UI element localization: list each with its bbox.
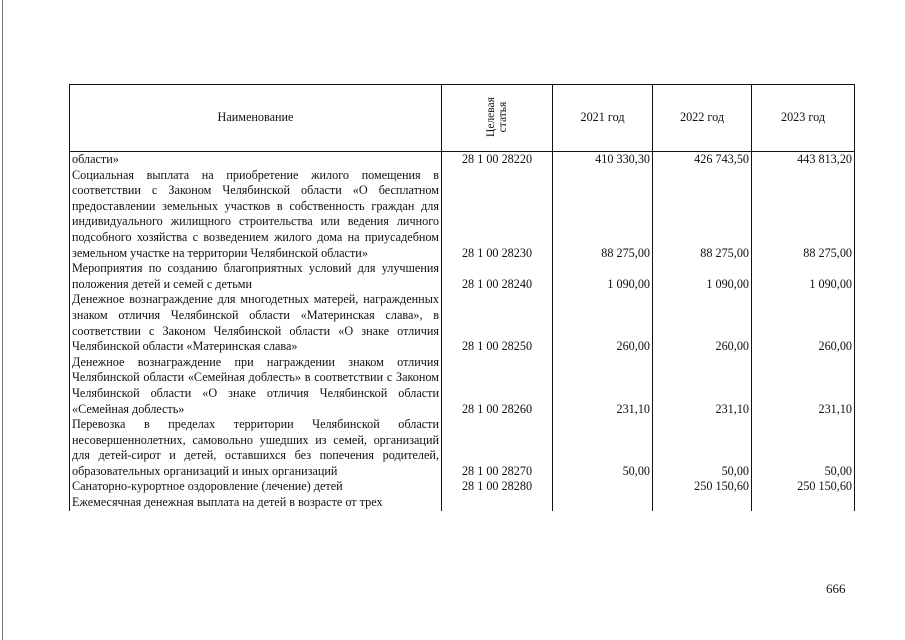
- table-row: [70, 417, 855, 479]
- row-code: 28 1 00 28260: [442, 355, 553, 417]
- row-2023: [752, 495, 855, 511]
- row-2023: 260,00: [752, 292, 855, 354]
- table-row: [70, 152, 855, 168]
- header-name: Наименование: [70, 85, 442, 152]
- row-2021: 410 330,30: [553, 152, 653, 168]
- header-2023: 2023 год: [752, 85, 855, 152]
- row-2023: 231,10: [752, 355, 855, 417]
- row-2021: 88 275,00: [553, 168, 653, 262]
- row-2022: 260,00: [653, 292, 752, 354]
- row-2023: 1 090,00: [752, 261, 855, 292]
- table-row: [70, 495, 855, 511]
- row-code: 28 1 00 28240: [442, 261, 553, 292]
- header-2021: 2021 год: [553, 85, 653, 152]
- row-code: 28 1 00 28230: [442, 168, 553, 262]
- row-code: 28 1 00 28250: [442, 292, 553, 354]
- row-2023: 443 813,20: [752, 152, 855, 168]
- row-2021: 50,00: [553, 417, 653, 479]
- row-2022: 250 150,60: [653, 479, 752, 495]
- row-2021: [553, 495, 653, 511]
- row-name: Санаторно-курортное оздоровление (лечение) детей: [70, 479, 442, 495]
- row-2021: 231,10: [553, 355, 653, 417]
- row-code: 28 1 00 28220: [442, 152, 553, 168]
- row-2023: 50,00: [752, 417, 855, 479]
- row-2023: 88 275,00: [752, 168, 855, 262]
- row-name: области»: [70, 152, 442, 168]
- page-number: 666: [826, 581, 846, 596]
- row-2022: 88 275,00: [653, 168, 752, 262]
- row-code: 28 1 00 28270: [442, 417, 553, 479]
- table-row: [70, 292, 855, 354]
- header-code-label: Целевая статья: [485, 97, 509, 138]
- row-2021: 260,00: [553, 292, 653, 354]
- header-code: [442, 85, 553, 152]
- row-2021: 1 090,00: [553, 261, 653, 292]
- row-name: Перевозка в пределах территории Челябинской области несовершеннолетних, самовольно ушедших из семей, организаций для детей-сирот и детей, оставшихся без попечения родителей, образовательных организаций и иных организаций: [70, 417, 442, 479]
- row-name: Мероприятия по созданию благоприятных условий для улучшения положения детей и семей с детьми: [70, 261, 442, 292]
- row-name: Ежемесячная денежная выплата на детей в возрасте от трех: [70, 495, 442, 511]
- table-row: [70, 479, 855, 495]
- header-row: [70, 85, 855, 152]
- row-name: Социальная выплата на приобретение жилого помещения в соответствии с Законом Челябинской области «О бесплатном предоставлении земельных участков в собственность граждан для индивидуального жилищного строительства или ведения личного подсобного хозяйства с возведением жилого дома на приусадебном земельном участке на территории Челябинской области»: [70, 168, 442, 262]
- row-2023: 250 150,60: [752, 479, 855, 495]
- margin-rule: [2, 0, 3, 640]
- row-code: [442, 495, 553, 511]
- table-row: [70, 355, 855, 417]
- row-2022: [653, 495, 752, 511]
- row-2022: 50,00: [653, 417, 752, 479]
- row-2022: 1 090,00: [653, 261, 752, 292]
- row-2021: [553, 479, 653, 495]
- table-row: [70, 168, 855, 262]
- row-name: Денежное вознаграждение при награждении знаком отличия Челябинской области «Семейная доблесть» в соответствии с Законом Челябинской области «О знаке отличия Челябинской области «Семейная доблесть»: [70, 355, 442, 417]
- table-row: [70, 261, 855, 292]
- row-2022: 426 743,50: [653, 152, 752, 168]
- budget-table: [69, 84, 855, 511]
- header-2022: 2022 год: [653, 85, 752, 152]
- row-name: Денежное вознаграждение для многодетных матерей, награжденных знаком отличия Челябинской области «Материнская слава», в соответствии с Законом Челябинской области «О знаке отличия Челябинской области «Материнская слава»: [70, 292, 442, 354]
- row-code: 28 1 00 28280: [442, 479, 553, 495]
- row-2022: 231,10: [653, 355, 752, 417]
